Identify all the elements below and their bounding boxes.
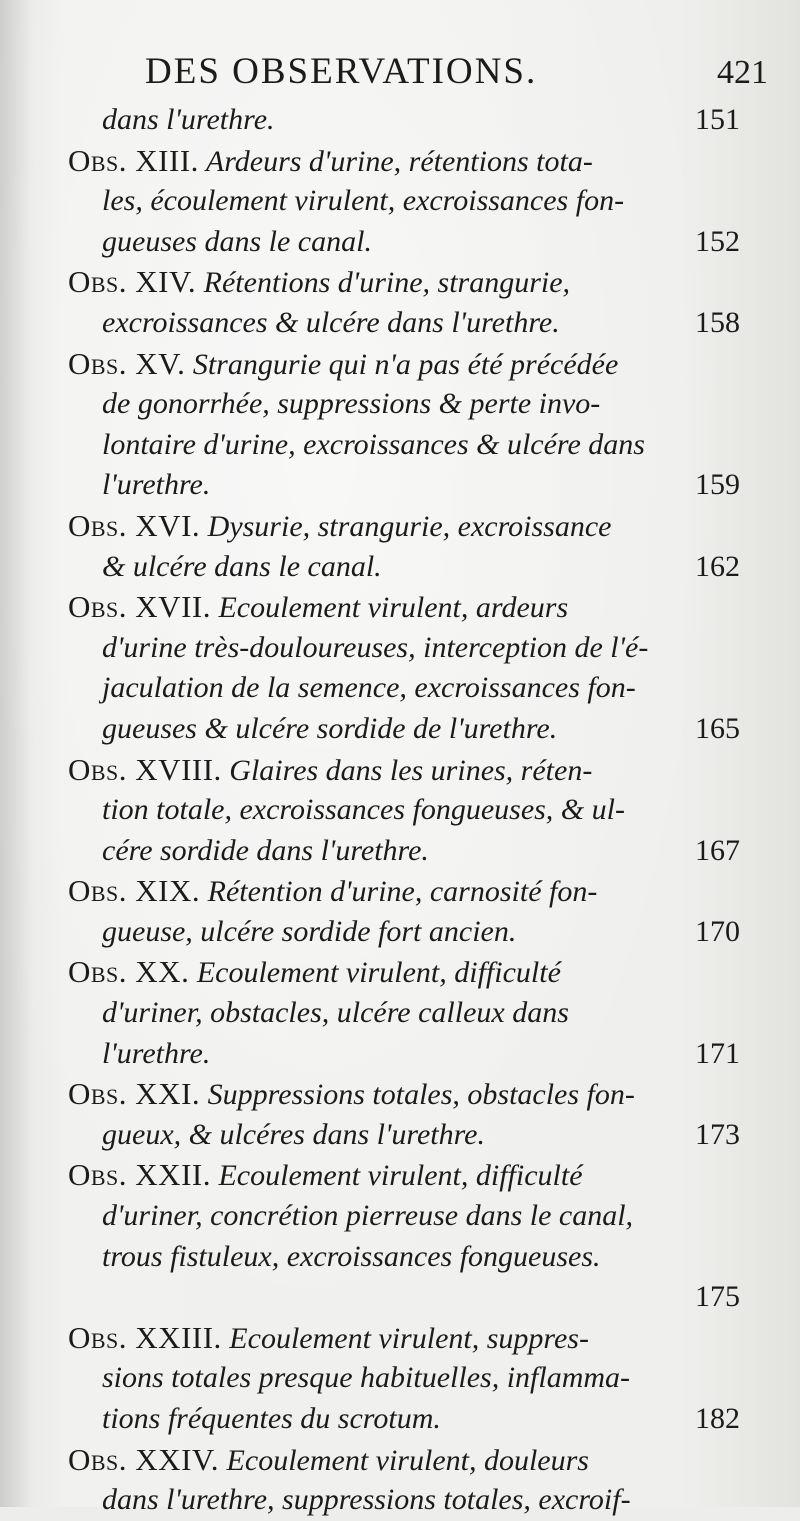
entry-page-number: 159 bbox=[695, 468, 740, 502]
toc-line bbox=[68, 1318, 740, 1359]
entry-text: dans l'urethre. bbox=[102, 103, 275, 136]
entry-page-number: 167 bbox=[695, 833, 740, 867]
observation-number: Obs. XIX. bbox=[68, 873, 201, 909]
toc-line bbox=[68, 1155, 740, 1196]
toc-line bbox=[68, 262, 740, 303]
entry-text: cére sordide dans l'urethre. bbox=[102, 833, 429, 867]
table-of-contents bbox=[68, 100, 740, 1521]
toc-line bbox=[68, 1074, 740, 1115]
observation-number: Obs. XIII. bbox=[68, 142, 199, 178]
entry-text: tion totale, excroissances fongueuses, & ul- bbox=[102, 793, 625, 827]
toc-line bbox=[68, 1480, 740, 1521]
entry-text: gueux, & ulcéres dans l'urethre. bbox=[102, 1117, 485, 1151]
entry-text: Glaires dans les urines, réten- bbox=[229, 753, 593, 787]
entry-text: Suppressions totales, obstacles fon- bbox=[207, 1078, 635, 1112]
toc-line bbox=[68, 668, 740, 709]
entry-page-number: 151 bbox=[695, 103, 740, 136]
entry-text: gueuses dans le canal. bbox=[102, 224, 372, 258]
running-head-title: DES OBSERVATIONS. bbox=[145, 51, 538, 92]
observation-number: Obs. XX. bbox=[68, 954, 190, 990]
entry-text: Ecoulement virulent, suppres- bbox=[229, 1321, 589, 1355]
toc-line bbox=[68, 628, 740, 669]
toc-line bbox=[68, 181, 740, 222]
toc-line bbox=[68, 587, 740, 628]
entry-text: excroissances & ulcére dans l'urethre. bbox=[102, 305, 560, 339]
observation-number: Obs. XXIV. bbox=[68, 1441, 220, 1477]
entry-text: les, écoulement virulent, excroissances fon- bbox=[102, 184, 625, 218]
toc-line bbox=[68, 1440, 740, 1481]
observation-number: Obs. XXIII. bbox=[68, 1319, 222, 1355]
entry-page-number: 170 bbox=[695, 914, 740, 948]
page-number: 421 bbox=[717, 54, 768, 91]
toc-line bbox=[68, 303, 740, 344]
observation-number: Obs. XVIII. bbox=[68, 751, 222, 787]
entry-text: & ulcére dans le canal. bbox=[102, 549, 382, 583]
entry-text: gueuse, ulcére sordide fort ancien. bbox=[102, 914, 517, 948]
entry-page-number: 158 bbox=[695, 305, 740, 339]
entry-text: Rétentions d'urine, strangurie, bbox=[203, 266, 571, 300]
entry-text: l'urethre. bbox=[102, 468, 211, 502]
toc-line bbox=[68, 100, 740, 141]
toc-line bbox=[68, 506, 740, 547]
toc-line bbox=[68, 871, 740, 912]
entry-text: Strangurie qui n'a pas été précédée bbox=[192, 347, 619, 381]
observation-number: Obs. XXI. bbox=[68, 1076, 201, 1112]
toc-line bbox=[68, 344, 740, 385]
entry-page-number: 152 bbox=[695, 224, 740, 258]
observation-number: Obs. XIV. bbox=[68, 264, 197, 300]
entry-text: l'urethre. bbox=[102, 1036, 211, 1070]
toc-line bbox=[68, 1358, 740, 1399]
toc-line bbox=[68, 750, 740, 791]
entry-text: d'uriner, obstacles, ulcére calleux dans bbox=[102, 996, 569, 1030]
toc-line bbox=[68, 425, 740, 466]
entry-text: Ecoulement virulent, difficulté bbox=[218, 1159, 583, 1193]
entry-text: de gonorrhée, suppressions & perte invo- bbox=[102, 387, 601, 421]
entry-text: Rétention d'urine, carnosité fon- bbox=[207, 875, 598, 909]
toc-line bbox=[68, 141, 740, 182]
entry-page-number: 171 bbox=[695, 1036, 740, 1070]
entry-text: Ecoulement virulent, difficulté bbox=[196, 956, 561, 990]
entry-text: sions totales presque habituelles, inflamma- bbox=[102, 1361, 631, 1395]
toc-line bbox=[68, 465, 740, 506]
entry-page-number: 175 bbox=[695, 1280, 740, 1314]
entry-text: Ecoulement virulent, douleurs bbox=[226, 1443, 589, 1477]
toc-line bbox=[68, 1196, 740, 1237]
toc-line bbox=[68, 222, 740, 263]
entry-page-number: 162 bbox=[695, 549, 740, 583]
toc-line bbox=[68, 1034, 740, 1075]
toc-line bbox=[68, 912, 740, 953]
entry-text: Dysurie, strangurie, excroissance bbox=[207, 509, 612, 543]
entry-text: Ecoulement virulent, ardeurs bbox=[218, 591, 569, 625]
entry-page-number: 165 bbox=[695, 711, 740, 745]
toc-line bbox=[68, 1399, 740, 1440]
entry-text: d'urine très-douloureuses, interception de l'é- bbox=[102, 630, 649, 664]
entry-text: gueuses & ulcére sordide de l'urethre. bbox=[102, 711, 558, 745]
entry-text: trous fistuleux, excroissances fongueuses. bbox=[102, 1239, 601, 1273]
entry-text: lontaire d'urine, excroissances & ulcére dans bbox=[102, 427, 645, 461]
entry-page-number: 182 bbox=[695, 1402, 740, 1435]
entry-text: jaculation de la semence, excroissances fon- bbox=[102, 671, 636, 705]
entry-text: Ardeurs d'urine, rétentions tota- bbox=[205, 144, 593, 178]
entry-text: d'uriner, concrétion pierreuse dans le canal, bbox=[102, 1199, 634, 1233]
observation-number: Obs. XXII. bbox=[68, 1157, 211, 1193]
toc-line bbox=[68, 790, 740, 831]
toc-line bbox=[68, 547, 740, 588]
running-head bbox=[145, 50, 770, 98]
toc-line bbox=[68, 1237, 740, 1278]
observation-number: Obs. XV. bbox=[68, 345, 186, 381]
toc-line bbox=[68, 831, 740, 872]
entry-page-number: 173 bbox=[695, 1117, 740, 1151]
observation-number: Obs. XVII. bbox=[68, 589, 211, 625]
toc-line bbox=[68, 993, 740, 1034]
observation-number: Obs. XVI. bbox=[68, 507, 201, 543]
toc-line bbox=[68, 952, 740, 993]
entry-text: dans l'urethre, suppressions totales, excroif- bbox=[102, 1483, 631, 1517]
gutter-shadow bbox=[0, 0, 32, 1507]
toc-line bbox=[68, 1277, 740, 1318]
toc-line bbox=[68, 1115, 740, 1156]
toc-line bbox=[68, 384, 740, 425]
toc-line bbox=[68, 709, 740, 750]
entry-text: tions fréquentes du scrotum. bbox=[102, 1402, 441, 1435]
